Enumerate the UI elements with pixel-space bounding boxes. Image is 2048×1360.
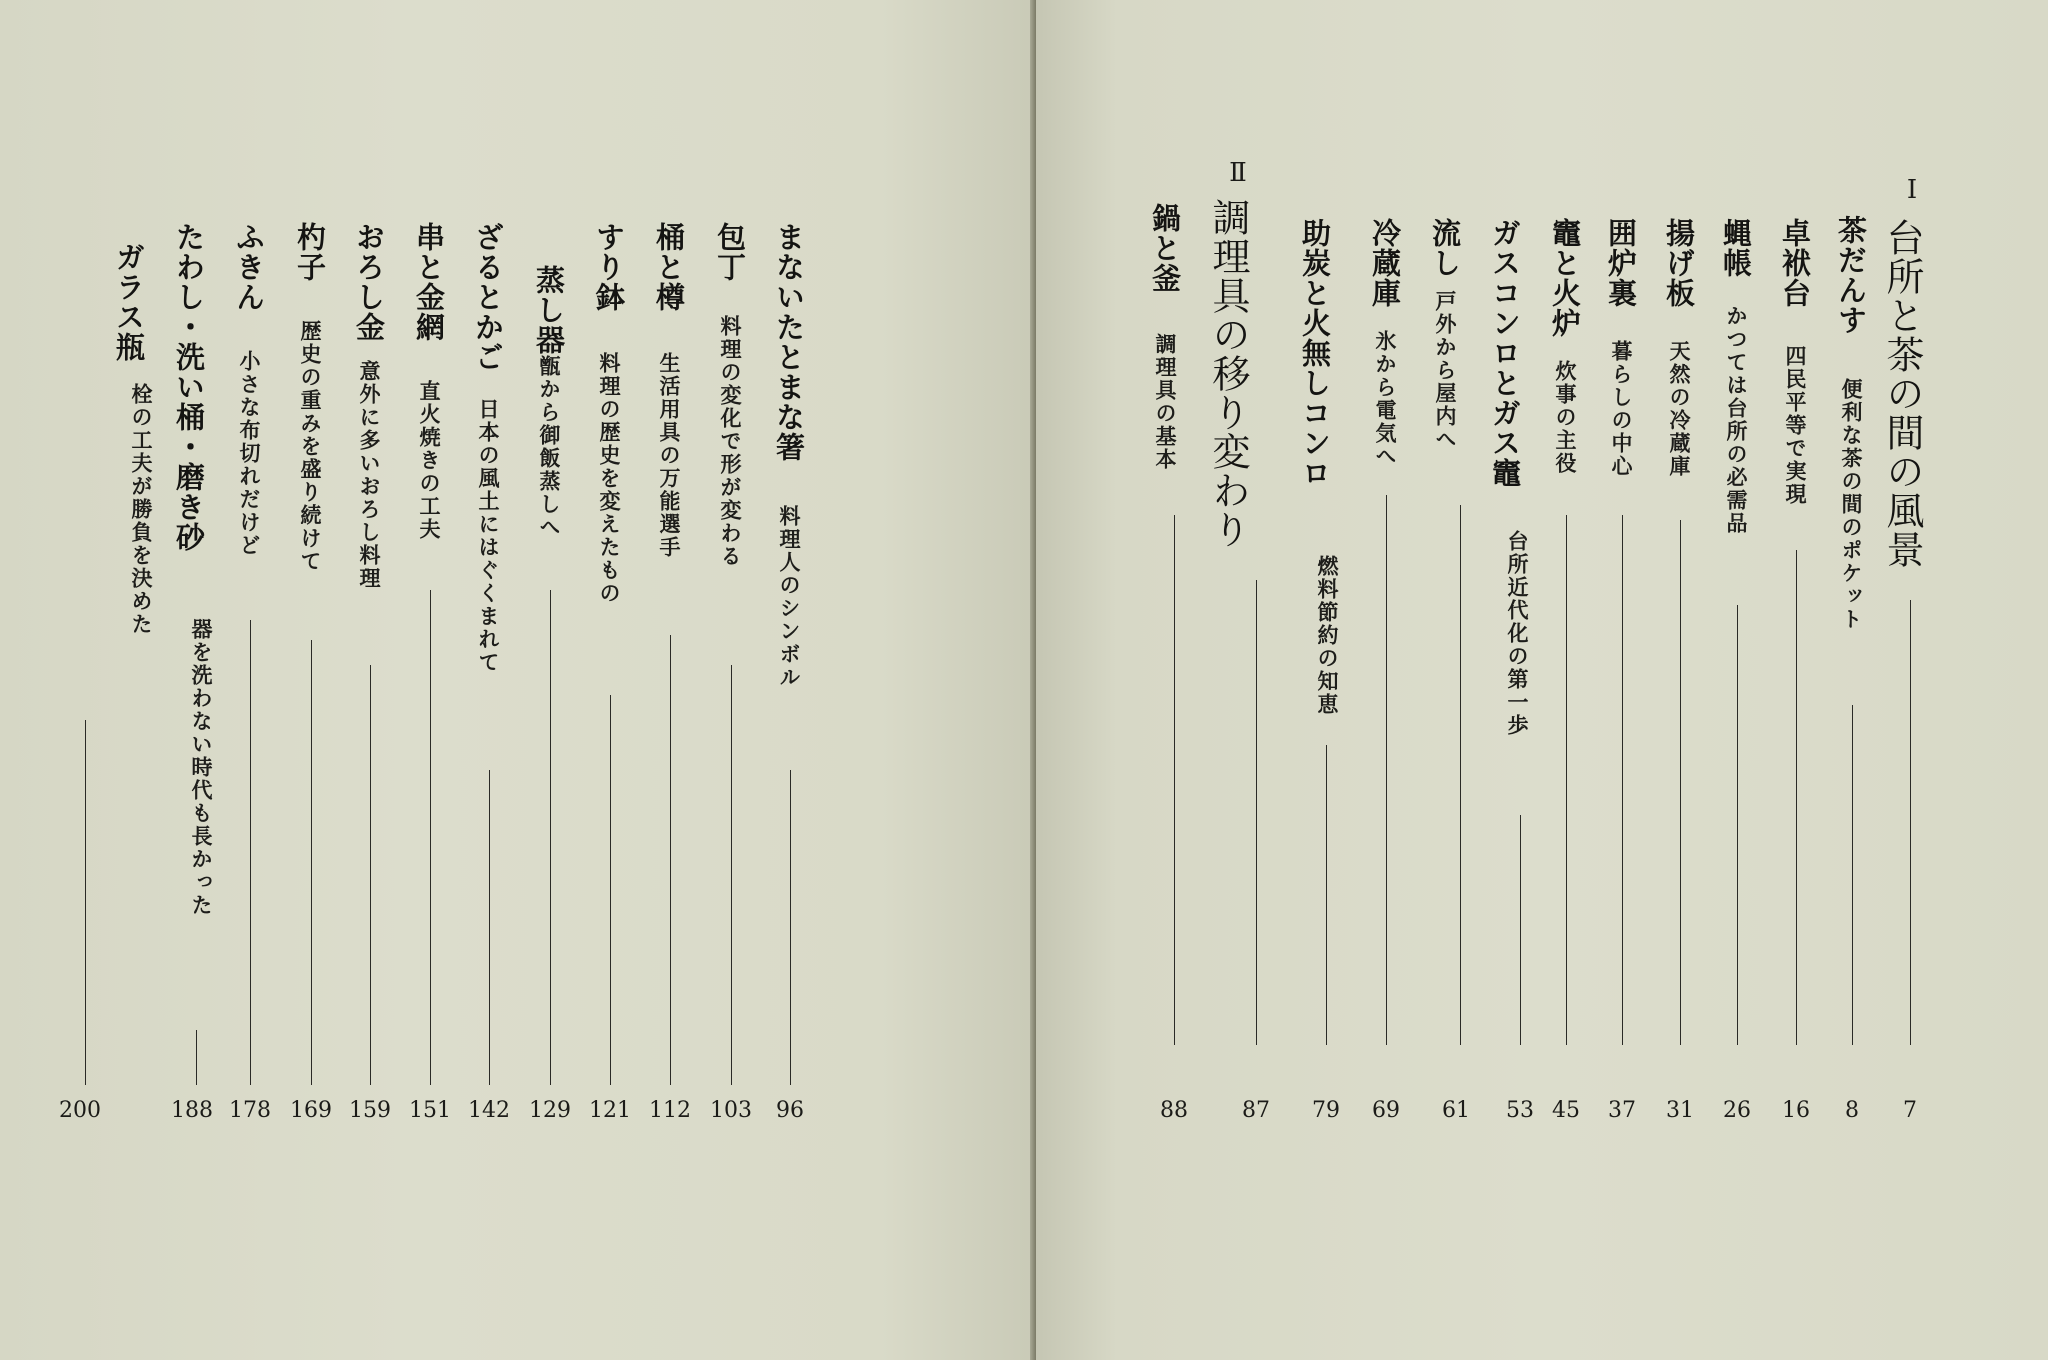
page-number: 87 <box>1242 1098 1270 1123</box>
entry-subtitle: かつては台所の必需品 <box>1724 305 1748 535</box>
entry-title: 卓袱台 <box>1778 218 1812 308</box>
page-number: 159 <box>349 1098 391 1123</box>
toc-entry <box>469 0 509 1360</box>
leader-line <box>196 1030 197 1085</box>
toc-entry <box>1146 0 1186 1360</box>
toc-entry <box>410 0 450 1360</box>
page-number: 61 <box>1442 1098 1470 1123</box>
entry-subtitle: 直火焼きの工夫 <box>417 380 441 541</box>
section-heading-2 <box>1206 0 1270 1360</box>
entry-title: 囲炉裏 <box>1604 218 1638 308</box>
page-number: 8 <box>1845 1098 1859 1123</box>
toc-entry <box>711 0 751 1360</box>
entry-title: 串と金網 <box>412 222 446 342</box>
page-number: 45 <box>1552 1098 1580 1123</box>
page-number: 88 <box>1160 1098 1188 1123</box>
toc-entry <box>1832 0 1872 1360</box>
toc-entry <box>1660 0 1700 1360</box>
entry-title: 鍋と釜 <box>1148 203 1182 293</box>
entry-title: ざるとかご <box>471 222 505 372</box>
right-page <box>1036 0 2048 1360</box>
entry-subtitle: 燃料節約の知恵 <box>1315 555 1339 716</box>
leader-line <box>1256 580 1257 1045</box>
leader-line <box>1796 550 1797 1045</box>
entry-subtitle: 器を洗わない時代も長かった <box>189 618 213 917</box>
leader-line <box>1386 495 1387 1045</box>
section-title: 台所と茶の間の風景 <box>1880 218 1924 569</box>
entry-title: おろし金 <box>352 222 386 342</box>
leader-line <box>670 635 671 1085</box>
leader-line <box>370 665 371 1085</box>
page-number: 142 <box>468 1098 510 1123</box>
page-number: 112 <box>649 1098 691 1123</box>
entry-subtitle: 栓の工夫が勝負を決めた <box>129 383 153 636</box>
entry-subtitle: 料理の歴史を変えたもの <box>597 352 621 605</box>
page-number: 37 <box>1608 1098 1636 1123</box>
page-number: 79 <box>1312 1098 1340 1123</box>
page-number: 121 <box>589 1098 631 1123</box>
page-number: 96 <box>776 1098 804 1123</box>
page-number: 53 <box>1506 1098 1534 1123</box>
entry-subtitle: 便利な茶の間のポケット <box>1839 378 1863 631</box>
toc-entry <box>59 0 153 1360</box>
entry-title: 蒸し器 <box>532 265 566 355</box>
entry-subtitle: 甑から御飯蒸しへ <box>537 355 561 539</box>
section-numeral: Ⅰ <box>1906 175 1918 205</box>
entry-subtitle: 生活用具の万能選手 <box>657 352 681 559</box>
toc-entry <box>1296 0 1340 1360</box>
leader-line <box>731 665 732 1085</box>
leader-line <box>1566 515 1567 1045</box>
entry-subtitle: 四民平等で実現 <box>1783 345 1807 506</box>
leader-line <box>489 770 490 1085</box>
leader-line <box>1622 515 1623 1045</box>
leader-line <box>1460 505 1461 1045</box>
leader-line <box>430 590 431 1085</box>
entry-subtitle: 台所近代化の第一歩 <box>1505 530 1529 737</box>
page-number: 31 <box>1666 1098 1694 1123</box>
page-number: 69 <box>1372 1098 1400 1123</box>
toc-entry <box>350 0 390 1360</box>
entry-subtitle: 戸外から屋内へ <box>1433 290 1457 451</box>
entry-title: 茶だんす <box>1834 215 1868 335</box>
toc-entry <box>1366 0 1406 1360</box>
leader-line <box>1852 705 1853 1045</box>
toc-entry <box>770 0 810 1360</box>
entry-subtitle: 料理の変化で形が変わる <box>718 315 742 568</box>
entry-title: 杓子 <box>293 222 327 282</box>
page-number: 7 <box>1903 1098 1917 1123</box>
entry-title: 揚げ板 <box>1662 218 1696 308</box>
toc-entry <box>291 0 331 1360</box>
entry-subtitle: 炊事の主役 <box>1553 360 1577 475</box>
entry-title: ふきん <box>232 222 266 312</box>
leader-line <box>1520 815 1521 1045</box>
toc-entry <box>1717 0 1757 1360</box>
page-number: 129 <box>529 1098 571 1123</box>
page-number: 16 <box>1782 1098 1810 1123</box>
entry-title: たわし・洗い桶・磨き砂 <box>172 222 206 552</box>
leader-line <box>1326 745 1327 1045</box>
entry-title: 冷蔵庫 <box>1368 218 1402 308</box>
entry-title: まないたとまな箸 <box>772 222 806 462</box>
leader-line <box>790 770 791 1085</box>
leader-line <box>1680 520 1681 1045</box>
entry-title: 蝿帳 <box>1719 218 1753 278</box>
section-numeral: Ⅱ <box>1229 158 1247 188</box>
page-number: 188 <box>171 1098 213 1123</box>
toc-entry <box>1602 0 1642 1360</box>
section-heading-1 <box>1880 0 1930 1360</box>
entry-title: 包丁 <box>713 222 747 282</box>
toc-entry <box>530 0 570 1360</box>
leader-line <box>85 720 86 1085</box>
entry-subtitle: 歴史の重みを盛り続けて <box>298 320 322 573</box>
entry-subtitle: 意外に多いおろし料理 <box>357 360 381 590</box>
page-number: 103 <box>710 1098 752 1123</box>
entry-subtitle: 氷から電気へ <box>1373 330 1397 468</box>
leader-line <box>1910 600 1911 1045</box>
page-number: 200 <box>59 1098 101 1123</box>
entry-title: 流し <box>1428 218 1462 278</box>
entry-title: 桶と樽 <box>652 222 686 312</box>
entry-subtitle: 暮らしの中心 <box>1609 340 1633 478</box>
toc-entry <box>170 0 213 1360</box>
entry-subtitle: 料理人のシンボル <box>777 505 801 689</box>
leader-line <box>550 590 551 1085</box>
entry-title: 助炭と火無しコンロ <box>1298 218 1332 488</box>
entry-subtitle: 天然の冷蔵庫 <box>1667 340 1691 478</box>
page-number: 169 <box>290 1098 332 1123</box>
section-title: 調理具の移り変わり <box>1206 198 1250 549</box>
toc-entry <box>650 0 690 1360</box>
toc-entry <box>1776 0 1816 1360</box>
page-number: 151 <box>409 1098 451 1123</box>
leader-line <box>1174 515 1175 1045</box>
entry-title: ガスコンロとガス竈 <box>1488 218 1522 488</box>
leader-line <box>250 620 251 1085</box>
toc-entry <box>1426 0 1470 1360</box>
toc-entry <box>590 0 630 1360</box>
page-number: 26 <box>1723 1098 1751 1123</box>
toc-entry <box>1486 0 1534 1360</box>
entry-title: 竈と火炉 <box>1548 218 1582 338</box>
toc-entry <box>230 0 270 1360</box>
leader-line <box>311 640 312 1085</box>
entry-title: ガラス瓶 <box>112 242 146 362</box>
entry-subtitle: 調理具の基本 <box>1153 333 1177 471</box>
entry-subtitle: 日本の風土にはぐくまれて <box>476 398 500 674</box>
entry-subtitle: 小さな布切れだけど <box>237 350 261 557</box>
leader-line <box>1737 605 1738 1045</box>
page-number: 178 <box>229 1098 271 1123</box>
leader-line <box>610 695 611 1085</box>
entry-title: すり鉢 <box>592 222 626 312</box>
toc-entry <box>1546 0 1586 1360</box>
